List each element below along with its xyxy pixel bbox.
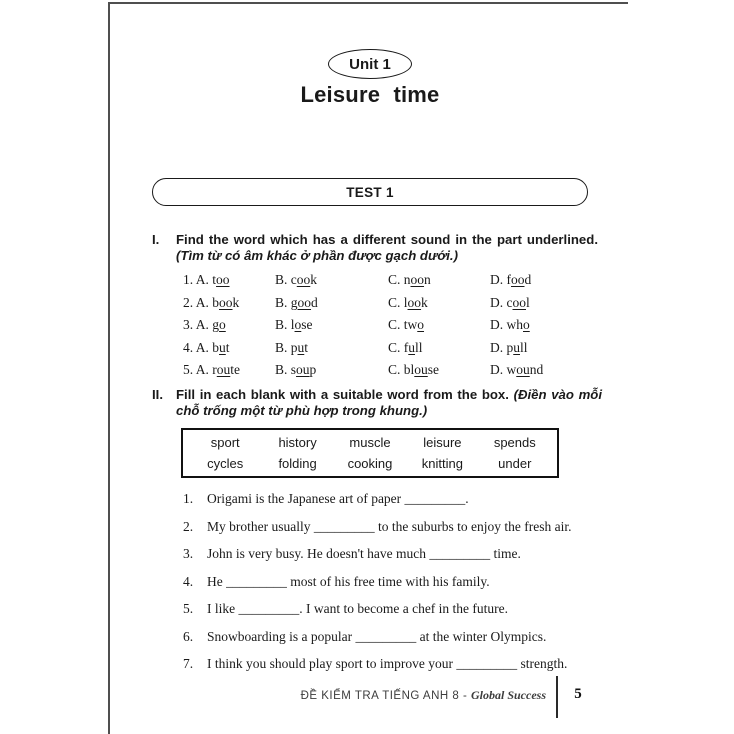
page-number: 5 [574, 686, 582, 702]
sentence-number: 6. [183, 628, 194, 644]
q3-option-b: B. lose [275, 317, 313, 332]
sentence-number: 4. [183, 573, 194, 589]
q5-option-b: B. soup [275, 362, 317, 377]
footer-brand: Global Success [471, 688, 546, 702]
section-2-instruction-vi: (Điền vào mỗi chỗ trống một từ phù hợp trong khung.) [176, 387, 603, 418]
page-top-border [108, 2, 628, 4]
sentence-row [183, 574, 611, 589]
q5-option-a: 5. A. route [183, 362, 241, 377]
section-1-header [152, 232, 598, 264]
q1-option-c: C. noon [388, 272, 431, 287]
sentence-row [183, 601, 611, 616]
q4-option-b: B. put [275, 339, 309, 355]
sentence-row [183, 519, 611, 534]
section-2-instruction-en: Fill in each blank with a suitable word from the box. [176, 387, 509, 402]
sentence-row [183, 491, 611, 506]
fill-in-sentences [183, 491, 611, 684]
word-box [181, 428, 559, 478]
q4-option-d: D. pull [490, 339, 528, 355]
word-box-word: sport [210, 435, 240, 450]
unit-title: Leisure time [300, 82, 440, 107]
q1-option-d: D. food [490, 272, 532, 287]
section-1-numeral: I. [152, 232, 160, 247]
test-banner [152, 178, 588, 206]
word-box-word: muscle [349, 435, 391, 450]
sentence-number: 3. [183, 546, 194, 561]
sentence-text: I think you should play sport to improve your _________ strength. [207, 656, 568, 671]
sentence-number: 5. [183, 601, 194, 616]
page-left-border [108, 2, 110, 734]
q3-option-c: C. two [388, 317, 425, 332]
sentence-number: 7. [183, 656, 194, 671]
q5-option-d: D. wound [490, 362, 544, 377]
q2-option-d: D. cool [490, 294, 530, 310]
sentence-number: 2. [183, 518, 194, 534]
sentence-row [183, 656, 611, 671]
q1-number: 1. [183, 272, 194, 287]
q4-option-a: 4. A. but [183, 339, 230, 355]
q4-option-c: C. full [388, 339, 423, 355]
sentence-text: He _________ most of his free time with his family. [207, 573, 490, 589]
footer-series-title: ĐỀ KIỂM TRA TIẾNG ANH 8 - Global Success [300, 688, 546, 702]
q1-option-b: B. cook [275, 272, 318, 287]
q2-option-a: 2. A. book [183, 294, 240, 310]
test-banner-label: TEST 1 [346, 184, 394, 200]
word-box-word: cycles [207, 456, 244, 471]
section-1-instruction [176, 232, 598, 264]
q1-option-a: 1. A. too [183, 272, 230, 287]
word-box-word: history [278, 435, 317, 450]
phonetics-options-grid [183, 273, 595, 378]
word-box-word: cooking [347, 456, 393, 471]
q3-option-a: 3. A. go [183, 317, 226, 332]
sentence-number: 1. [183, 491, 194, 506]
sentence-text: Origami is the Japanese art of paper _________. [207, 491, 469, 506]
sentence-row [183, 629, 611, 644]
q5-option-c: C. blouse [388, 362, 440, 377]
section-2-numeral: II. [152, 387, 163, 402]
word-box-word: under [498, 456, 532, 471]
section-1-instruction-vi: (Tìm từ có âm khác ở phần được gạch dưới.) [176, 248, 458, 263]
q2-option-c: C. look [388, 294, 428, 310]
sentence-text: My brother usually _________ to the suburbs to enjoy the fresh air. [207, 518, 572, 534]
section-2-instruction [176, 387, 602, 419]
section-2-header [152, 387, 602, 419]
unit-badge [328, 49, 412, 79]
q3-number: 3. [183, 317, 194, 332]
sentence-text: Snowboarding is a popular _________ at the winter Olympics. [207, 628, 547, 644]
sentence-text: John is very busy. He doesn't have much _________ time. [207, 546, 521, 561]
word-box-word: leisure [423, 435, 462, 450]
word-box-word: knitting [421, 456, 463, 471]
q5-number: 5. [183, 362, 194, 377]
q2-option-b: B. good [275, 294, 318, 310]
sentence-text: I like _________. I want to become a chef in the future. [207, 601, 509, 616]
sentence-row [183, 546, 611, 561]
q3-option-d: D. who [490, 317, 530, 332]
word-box-word: spends [493, 435, 536, 450]
unit-badge-label: Unit 1 [349, 55, 391, 73]
q2-number: 2. [183, 294, 194, 310]
q4-number: 4. [183, 339, 194, 355]
section-1-instruction-en: Find the word which has a different sound in the part underlined. [176, 232, 598, 247]
word-box-word: folding [278, 456, 317, 471]
